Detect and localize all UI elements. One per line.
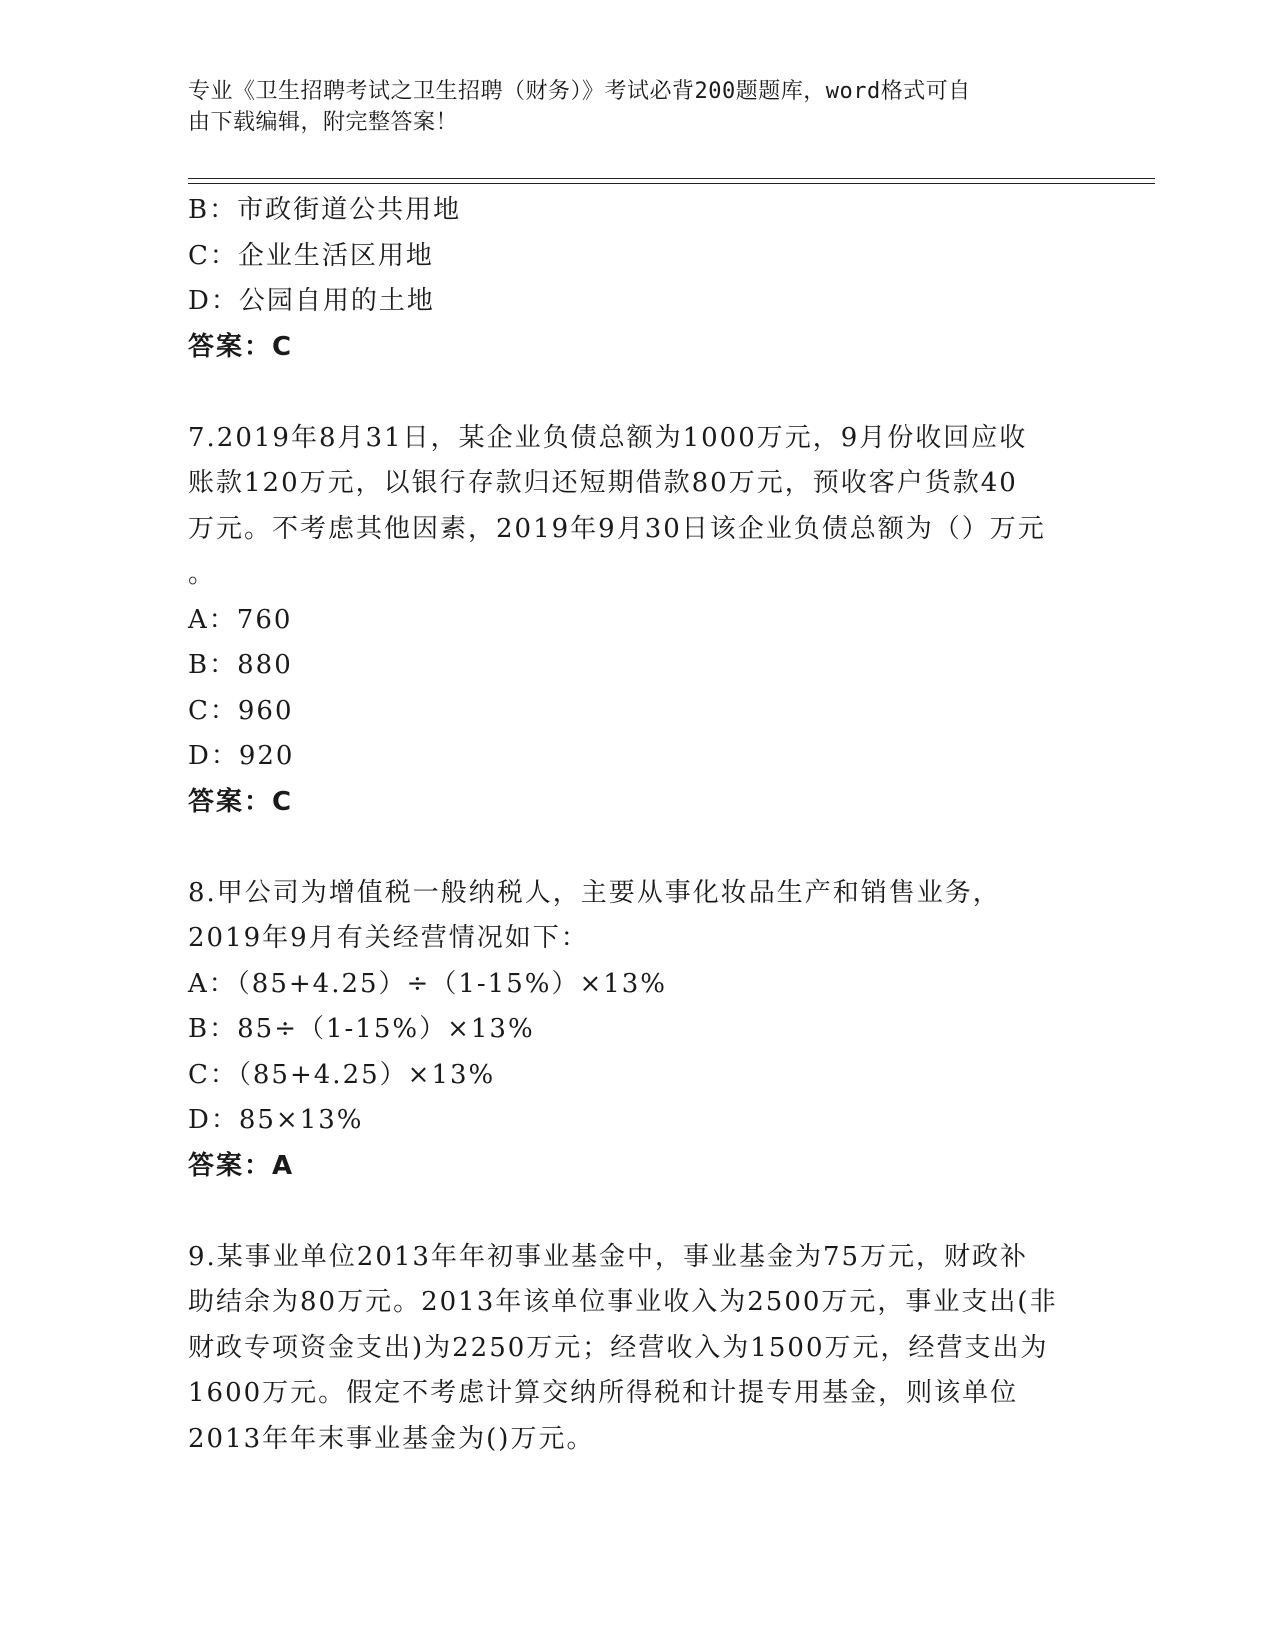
option-b: B：85÷（1-15%）×13% [188,1014,535,1044]
option-d: D：公园自用的土地 [188,286,435,316]
question-stem-line: 。 [188,559,217,589]
option-b: B：880 [188,650,293,680]
question-9 [188,1235,1088,1463]
option-b: B：市政街道公共用地 [188,195,462,225]
question-stem-line: 7.2019年8月31日，某企业负债总额为1000万元，9月份收回应收 [188,422,1028,453]
answer-line: 答案：A [188,1150,295,1181]
question-stem-line: 2013年年末事业基金为()万元。 [188,1423,595,1454]
spacer [188,1189,1088,1235]
header-divider-bottom [188,183,1155,184]
document-header [188,76,1088,138]
question-stem-line: 1600万元。假定不考虑计算交纳所得税和计提专用基金，则该单位 [188,1378,1019,1408]
spacer [188,370,1088,416]
question-stem-line: 9.某事业单位2013年年初事业基金中，事业基金为75万元，财政补 [188,1241,1029,1272]
option-a: A：760 [188,604,293,635]
question-stem-line: 万元。不考虑其他因素，2019年9月30日该企业负债总额为（）万元 [188,513,1046,544]
option-c: C：（85+4.25）×13% [188,1059,496,1090]
question-stem-line: 助结余为80万元。2013年该单位事业收入为2500万元，事业支出(非 [188,1287,1058,1317]
answer-line: 答案：C [188,786,294,817]
question-8 [188,871,1088,1190]
question-6-tail [188,188,1088,370]
question-stem-line: 2019年9月有关经营情况如下： [188,923,589,953]
option-d: D：85×13% [188,1105,364,1135]
spacer [188,825,1088,871]
option-c: C：企业生活区用地 [188,240,434,271]
header-line-2: 由下载编辑，附完整答案！ [188,110,459,135]
header-divider-top [188,178,1155,179]
question-stem-line: 账款120万元，以银行存款归还短期借款80万元，预收客户货款40 [188,468,1018,498]
question-stem-line: 财政专项资金支出)为2250万元；经营收入为1500万元，经营支出为 [188,1332,1049,1363]
answer-line: 答案：C [188,331,294,362]
header-line-1: 专业《卫生招聘考试之卫生招聘（财务）》考试必背200题题库，word格式可自 [188,79,971,104]
option-a: A：（85+4.25）÷（1-15%）×13% [188,968,668,999]
option-d: D：920 [188,741,295,771]
question-7 [188,416,1088,826]
question-content [188,188,1088,1462]
question-stem-line: 8.甲公司为增值税一般纳税人，主要从事化妆品生产和销售业务， [188,877,1001,908]
option-c: C：960 [188,695,294,726]
